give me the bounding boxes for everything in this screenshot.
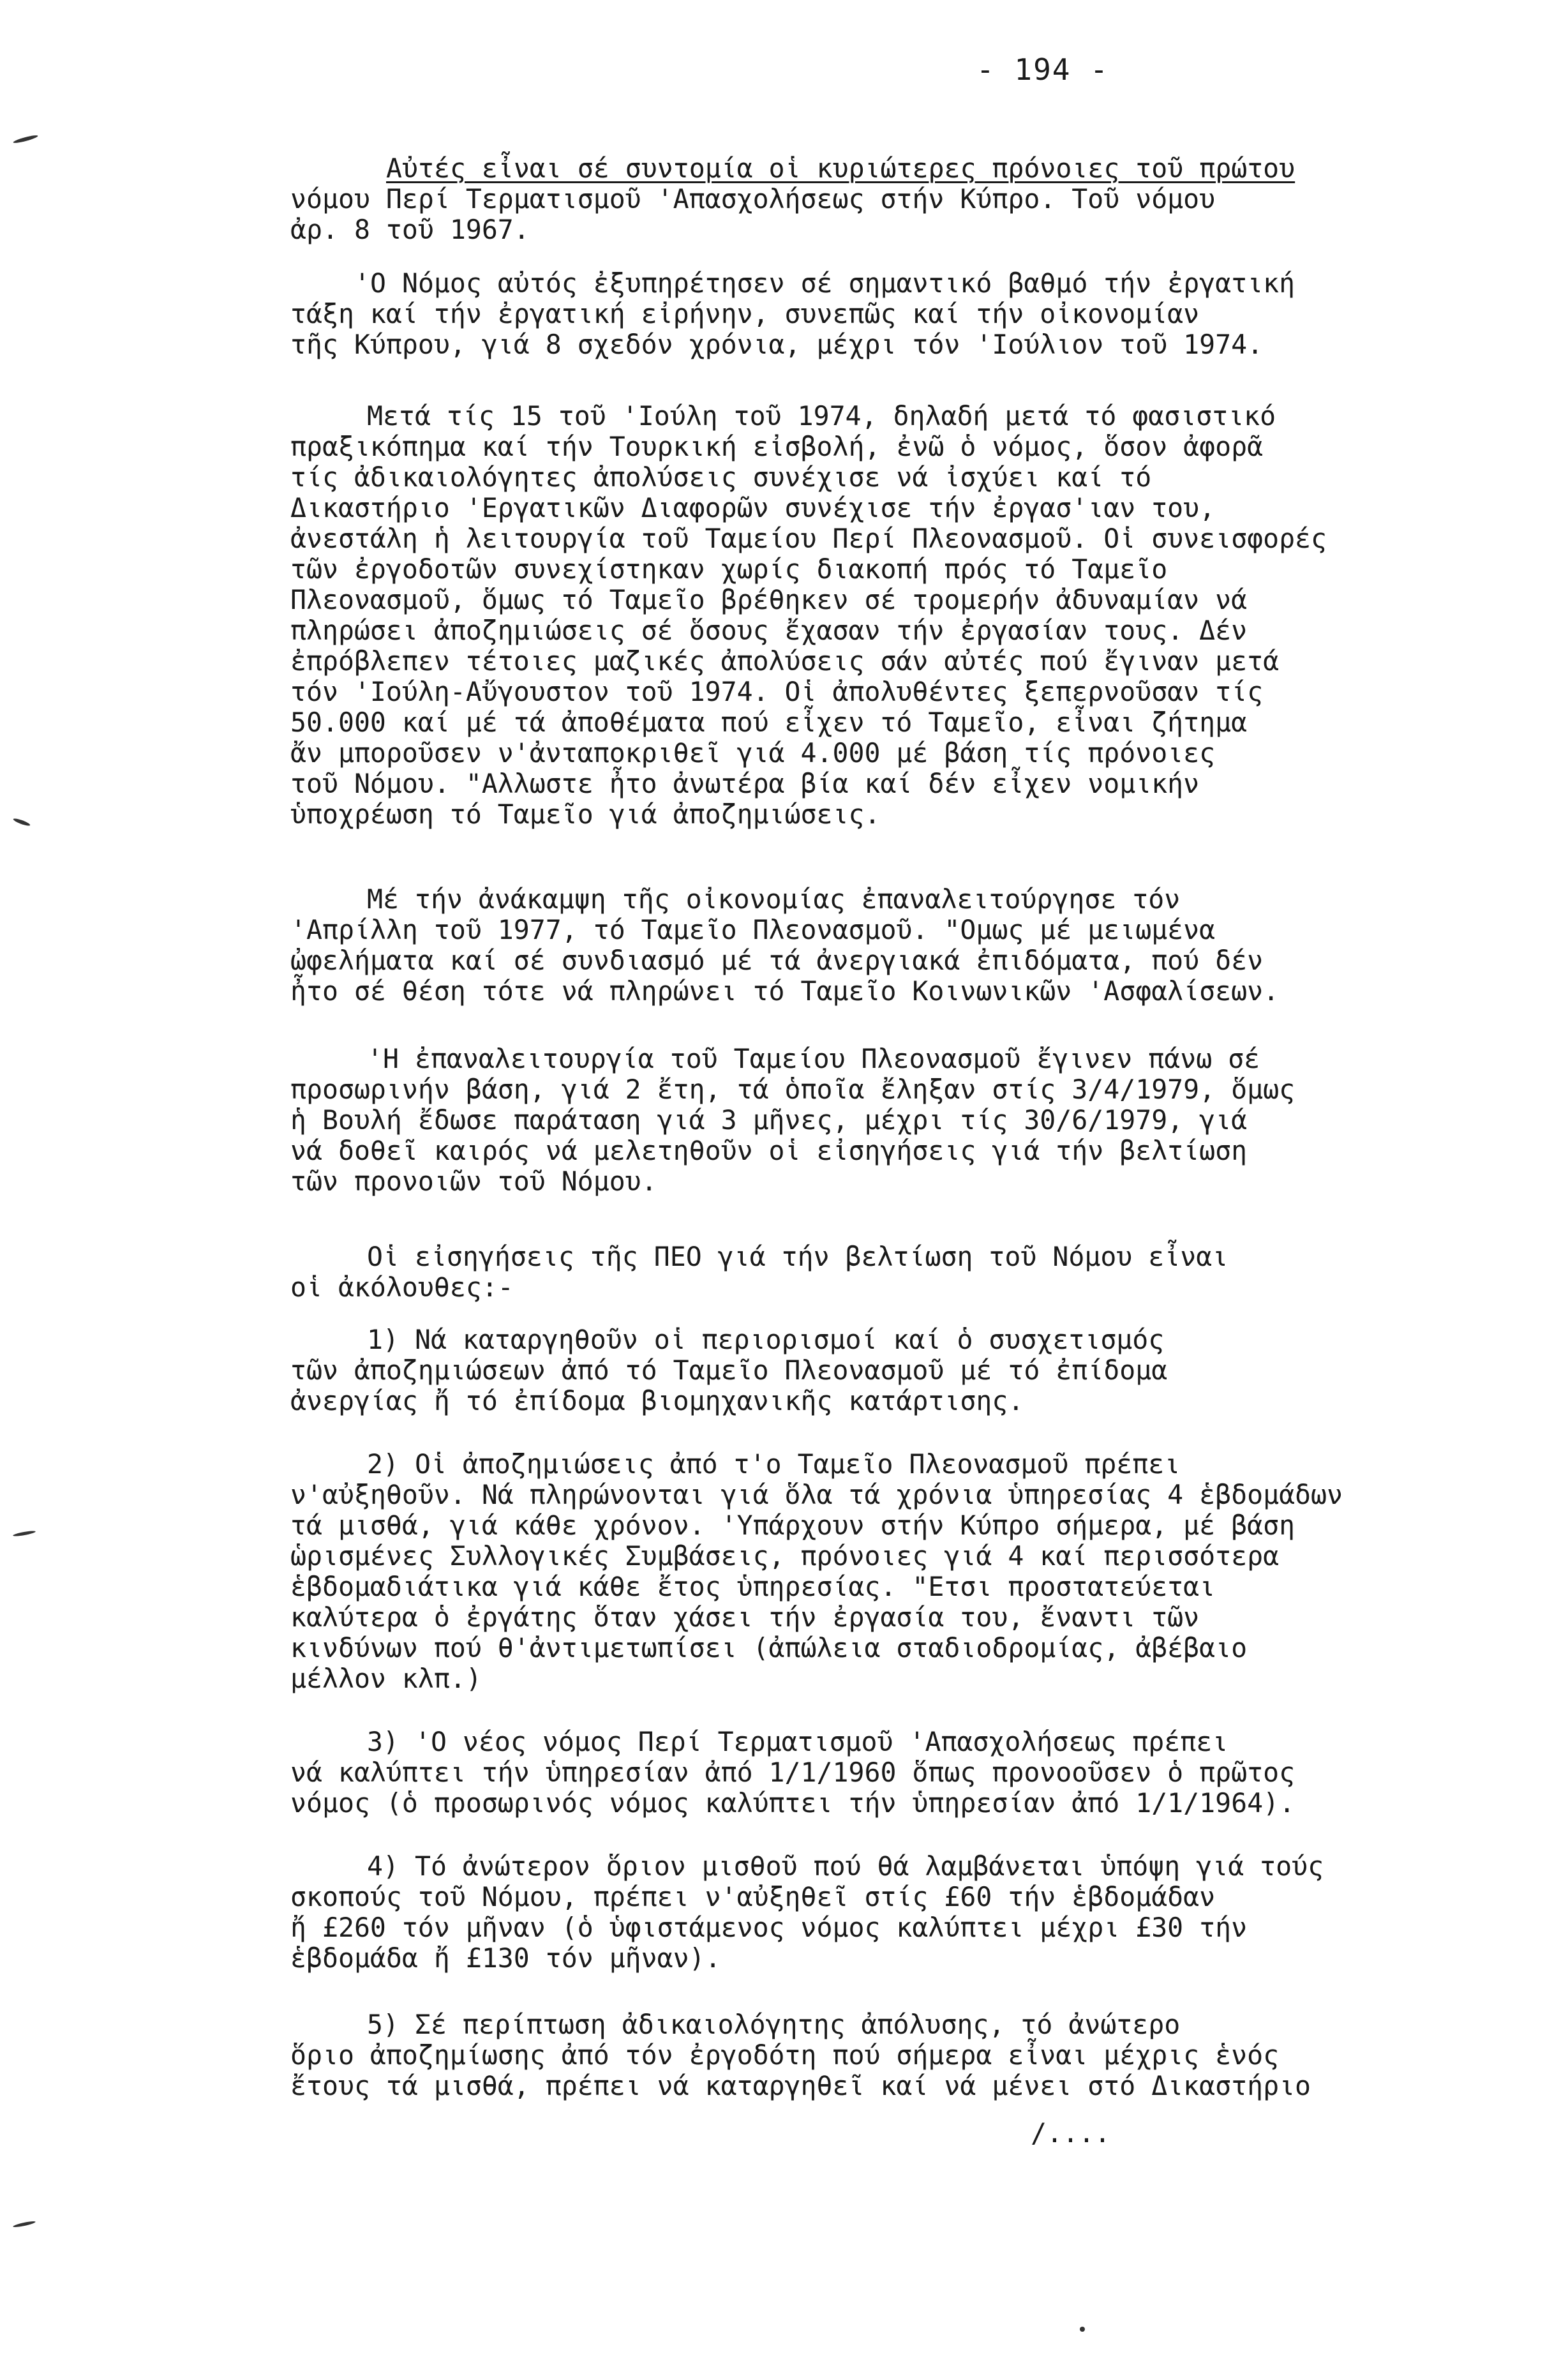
text-line: τῶν προνοιῶν τοῦ Νόμου. [290, 1166, 657, 1197]
text-line: 4) Τό ἀνώτερον ὅριον μισθοῦ πού θά λαμβάνεται ὑπόψη γιά τούς [367, 1850, 1324, 1882]
text-line: ἀρ. 8 τοῦ 1967. [290, 214, 530, 245]
scan-mark [13, 1530, 36, 1537]
text-line: ἀνεργίας ἤ τό ἐπίδομα βιομηχανικῆς κατάρτισης. [290, 1385, 1024, 1416]
text-line: Μέ τήν ἀνάκαμψη τῆς οἰκονομίας ἐπαναλειτούργησε τόν [367, 883, 1181, 915]
text-line: 1) Νά καταργηθοῦν οἱ περιορισμοί καί ὁ συσχετισμός [367, 1324, 1165, 1355]
proposal-1 [290, 1325, 1516, 1416]
paragraph-5 [290, 1044, 1516, 1197]
text-line: νά δοθεῖ καιρός νά μελετηθοῦν οἱ εἰσηγήσεις γιά τήν βελτίωση [290, 1135, 1248, 1166]
text-line: Αὐτές εἶναι σέ συντομία οἱ κυριώτερες πρόνοιες τοῦ πρώτου [386, 153, 1295, 184]
scan-mark [13, 2220, 36, 2228]
text-line: τῶν ἀποζημιώσεων ἀπό τό Ταμεῖο Πλεονασμοῦ μέ τό ἐπίδομα [290, 1355, 1168, 1386]
text-line: πραξικόπημα καί τήν Τουρκική εἰσβολή, ἐνῶ ὁ νόμος, ὅσον ἀφορᾶ [290, 431, 1264, 462]
paragraph-6 [290, 1242, 1516, 1303]
text-line: προσωρινήν βάση, γιά 2 ἔτη, τά ὁποῖα ἔληξαν στίς 3/4/1979, ὅμως [290, 1074, 1295, 1105]
text-line: 50.000 καί μέ τά ἀποθέματα πού εἶχεν τό Ταμεῖο, εἶναι ζήτημα [290, 707, 1248, 738]
page-number: - 194 - [976, 52, 1109, 87]
text-line: 3) 'Ο νέος νόμος Περί Τερματισμοῦ 'Απασχολήσεως πρέπει [367, 1726, 1228, 1757]
text-line: ἔτους τά μισθά, πρέπει νά καταργηθεῖ καί νά μένει στό Δικαστήριο [290, 2070, 1311, 2101]
text-line: Οἱ εἰσηγήσεις τῆς ΠΕΟ γιά τήν βελτίωση τοῦ Νόμου εἶναι [367, 1241, 1228, 1272]
text-line: πληρώσει ἀποζημιώσεις σέ ὅσους ἔχασαν τήν ἐργασίαν τους. Δέν [290, 615, 1248, 646]
text-line: νόμος (ὁ προσωρινός νόμος καλύπτει τήν ὑπηρεσίαν ἀπό 1/1/1964). [290, 1787, 1295, 1819]
text-line: σκοπούς τοῦ Νόμου, πρέπει ν'αὐξηθεῖ στίς £60 τήν ἑβδομάδαν [290, 1881, 1216, 1912]
text-line: 'Ο Νόμος αὐτός ἐξυπηρέτησεν σέ σημαντικό βαθμό τήν ἐργατική [354, 267, 1295, 299]
text-line: κινδύνων πού θ'ἀντιμετωπίσει (ἀπώλεια σταδιοδρομίας, ἀβέβαιο [290, 1632, 1248, 1663]
text-line: 5) Σέ περίπτωση ἀδικαιολόγητης ἀπόλυσης, τό ἀνώτερο [367, 2009, 1181, 2040]
text-line: μέλλον κλπ.) [290, 1663, 482, 1694]
proposal-5 [290, 2009, 1516, 2101]
continuation-mark [1031, 2118, 1222, 2149]
text-line: νόμου Περί Τερματισμοῦ 'Απασχολήσεως στήν Κύπρο. Τοῦ νόμου [290, 183, 1216, 214]
text-line: Πλεονασμοῦ, ὅμως τό Ταμεῖο βρέθηκεν σέ τρομερήν ἀδυναμίαν νά [290, 584, 1248, 615]
text-line: καλύτερα ὁ ἐργάτης ὅταν χάσει τήν ἐργασία του, ἔναντι τῶν [290, 1602, 1200, 1633]
proposal-2 [290, 1449, 1516, 1694]
text-line: ἦτο σέ θέση τότε νά πληρώνει τό Ταμεῖο Κοινωνικῶν 'Ασφαλίσεων. [290, 975, 1280, 1007]
text-line: τοῦ Νόμου. "Αλλωστε ἦτο ἀνωτέρα βία καί δέν εἶχεν νομικήν [290, 768, 1200, 799]
text-line: τόν 'Ιούλη-Αὔγουστον τοῦ 1974. Οἱ ἀπολυθέντες ξεπερνοῦσαν τίς [290, 676, 1264, 707]
scan-mark [1080, 2327, 1085, 2332]
text-line: τῆς Κύπρου, γιά 8 σχεδόν χρόνια, μέχρι τόν 'Ιούλιον τοῦ 1974. [290, 329, 1264, 360]
text-line: 'Η ἐπαναλειτουργία τοῦ Ταμείου Πλεονασμοῦ ἔγινεν πάνω σέ [367, 1043, 1260, 1074]
text-line: ν'αὐξηθοῦν. Νά πληρώνονται γιά ὅλα τά χρόνια ὑπηρεσίας 4 ἑβδομάδων [290, 1479, 1343, 1510]
scan-mark [13, 134, 38, 144]
continuation-text: /.... [1031, 2117, 1110, 2149]
text-line: 'Απρίλλη τοῦ 1977, τό Ταμεῖο Πλεονασμοῦ. "Ομως μέ μειωμένα [290, 914, 1216, 945]
text-line: ἡ Βουλή ἔδωσε παράταση γιά 3 μῆνες, μέχρι τίς 30/6/1979, γιά [290, 1104, 1248, 1136]
text-line: ἄν μποροῦσεν ν'ἀνταποκριθεῖ γιά 4.000 μέ βάση τίς πρόνοιες [290, 737, 1216, 769]
text-line: ἑβδομαδιάτικα γιά κάθε ἔτος ὑπηρεσίας. "Ετσι προστατεύεται [290, 1571, 1216, 1602]
paragraph-1 [290, 153, 1516, 245]
text-line: 2) Οἱ ἀποζημιώσεις ἀπό τ'ο Ταμεῖο Πλεονασμοῦ πρέπει [367, 1448, 1181, 1480]
text-line: ἐπρόβλεπεν τέτοιες μαζικές ἀπολύσεις σάν αὐτές πού ἔγιναν μετά [290, 645, 1280, 677]
paragraph-2 [290, 268, 1516, 360]
text-line: ἑβδομάδα ἤ £130 τόν μῆναν). [290, 1942, 721, 1974]
text-line: ἀνεστάλη ἡ λειτουργία τοῦ Ταμείου Περί Πλεονασμοῦ. Οἱ συνεισφορές [290, 523, 1327, 554]
text-line: τά μισθά, γιά κάθε χρόνον. 'Υπάρχουν στήν Κύπρο σήμερα, μέ βάση [290, 1510, 1295, 1541]
text-line: νά καλύπτει τήν ὑπηρεσίαν ἀπό 1/1/1960 ὅπως προνοοῦσεν ὁ πρῶτος [290, 1757, 1295, 1788]
paragraph-3 [290, 401, 1516, 830]
text-line: τίς ἀδικαιολόγητες ἀπολύσεις συνέχισε νά ἰσχύει καί τό [290, 462, 1152, 493]
text-line: Μετά τίς 15 τοῦ 'Ιούλη τοῦ 1974, δηλαδή μετά τό φασιστικό [367, 400, 1276, 432]
paragraph-4 [290, 884, 1516, 1007]
text-line: Δικαστήριο 'Εργατικῶν Διαφορῶν συνέχισε τήν ἐργασ'ιαν του, [290, 492, 1216, 523]
text-line: ὅριο ἀποζημίωσης ἀπό τόν ἐργοδότη πού σήμερα εἶναι μέχρις ἑνός [290, 2039, 1280, 2071]
text-line: τῶν ἐργοδοτῶν συνεχίστηκαν χωρίς διακοπή πρός τό Ταμεῖο [290, 553, 1168, 585]
text-line: τάξη καί τήν ἐργατική εἰρήνην, συνεπῶς καί τήν οἰκονομίαν [290, 298, 1200, 329]
proposal-3 [290, 1727, 1516, 1819]
proposal-4 [290, 1851, 1516, 1974]
text-line: οἱ ἀκόλουθες:- [290, 1272, 514, 1303]
text-line: ὠφελήματα καί σέ συνδιασμό μέ τά ἀνεργιακά ἐπιδόματα, πού δέν [290, 945, 1264, 976]
text-line: ἤ £260 τόν μῆναν (ὁ ὑφιστάμενος νόμος καλύπτει μέχρι £30 τήν [290, 1912, 1248, 1943]
scan-mark [13, 817, 31, 827]
text-line: ὑποχρέωση τό Ταμεῖο γιά ἀποζημιώσεις. [290, 799, 881, 830]
text-line: ὡρισμένες Συλλογικές Συμβάσεις, πρόνοιες γιά 4 καί περισσότερα [290, 1540, 1280, 1572]
